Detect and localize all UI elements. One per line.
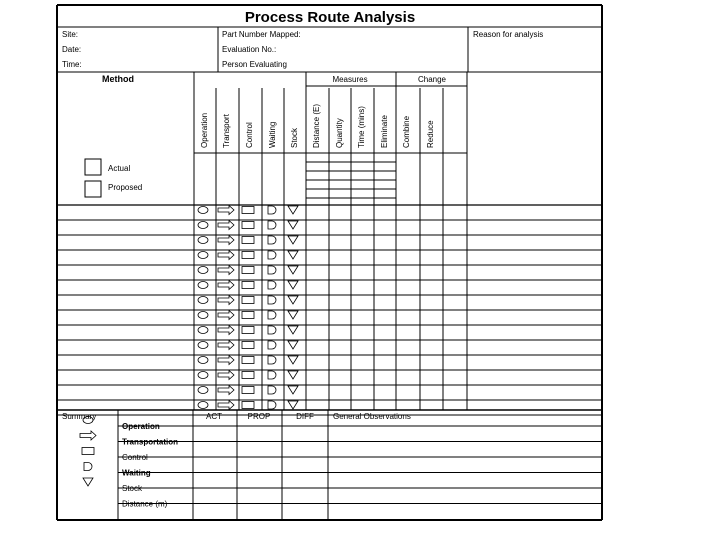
- summary-label: Summary: [62, 412, 97, 421]
- square-icon: [242, 297, 254, 304]
- d-icon: [84, 463, 92, 471]
- circle-icon: [198, 297, 208, 304]
- arrow-icon: [218, 281, 234, 290]
- process-step-rows: [198, 206, 298, 410]
- triangle-icon: [288, 356, 298, 364]
- square-icon: [242, 267, 254, 274]
- arrow-icon: [218, 356, 234, 365]
- part-number-label: Part Number Mapped:: [222, 30, 301, 39]
- arrow-icon: [218, 206, 234, 215]
- arrow-icon: [80, 431, 96, 440]
- arrow-icon: [218, 386, 234, 395]
- column-header-transport: Transport: [222, 114, 231, 148]
- summary-row-label: Waiting: [122, 468, 151, 478]
- triangle-icon: [288, 206, 298, 214]
- arrow-icon: [218, 311, 234, 320]
- triangle-icon: [288, 326, 298, 334]
- change-header: Change: [417, 75, 447, 84]
- page-title: Process Route Analysis: [244, 9, 416, 26]
- square-icon: [242, 222, 254, 229]
- triangle-icon: [288, 281, 298, 289]
- column-header-control: Control: [245, 122, 254, 148]
- circle-icon: [198, 222, 208, 229]
- square-icon: [242, 342, 254, 349]
- column-header-operation: Operation: [200, 112, 209, 148]
- square-icon: [242, 282, 254, 289]
- time-label: Time:: [62, 60, 82, 69]
- circle-icon: [198, 252, 208, 259]
- column-header-eliminate: Eliminate: [380, 115, 389, 148]
- circle-icon: [198, 387, 208, 394]
- d-icon: [268, 356, 276, 364]
- circle-icon: [198, 327, 208, 334]
- d-icon: [268, 386, 276, 394]
- triangle-icon: [288, 266, 298, 274]
- d-icon: [268, 341, 276, 349]
- summary-row-label: Operation: [122, 422, 160, 431]
- summary-row-label: Transportation: [122, 437, 179, 447]
- d-icon: [268, 371, 276, 379]
- arrow-icon: [218, 341, 234, 350]
- arrow-icon: [218, 296, 234, 305]
- arrow-icon: [218, 326, 234, 335]
- square-icon: [242, 372, 254, 379]
- square-icon: [82, 448, 94, 455]
- triangle-icon: [288, 221, 298, 229]
- circle-icon: [198, 282, 208, 289]
- column-header-combine: Combine: [402, 115, 411, 148]
- triangle-icon: [288, 371, 298, 379]
- triangle-icon: [83, 478, 93, 486]
- square-icon: [242, 387, 254, 394]
- square-icon: [242, 327, 254, 334]
- act-header: ACT: [206, 412, 222, 421]
- summary-rows: [80, 417, 178, 509]
- column-header-time-mins: Time (mins): [357, 106, 366, 148]
- triangle-icon: [288, 251, 298, 259]
- square-icon: [242, 207, 254, 214]
- evaluation-no-label: Evaluation No.:: [222, 45, 277, 54]
- d-icon: [268, 206, 276, 214]
- summary-row-label: Stock: [122, 484, 143, 493]
- diff-header: DIFF: [296, 412, 314, 421]
- arrow-icon: [218, 221, 234, 230]
- circle-icon: [198, 312, 208, 319]
- prop-header: PROP: [247, 412, 271, 421]
- triangle-icon: [288, 311, 298, 319]
- circle-icon: [198, 342, 208, 349]
- circle-icon: [198, 357, 208, 364]
- d-icon: [268, 266, 276, 274]
- column-header-waiting: Waiting: [268, 121, 277, 148]
- circle-icon: [198, 207, 208, 214]
- method-title: Method: [102, 74, 134, 84]
- proposed-label: Proposed: [108, 183, 143, 192]
- proposed-checkbox[interactable]: [85, 181, 101, 197]
- arrow-icon: [218, 251, 234, 260]
- circle-icon: [198, 372, 208, 379]
- triangle-icon: [288, 386, 298, 394]
- square-icon: [242, 402, 254, 409]
- square-icon: [242, 252, 254, 259]
- summary-row-label: Distance (m): [122, 499, 168, 509]
- d-icon: [268, 236, 276, 244]
- date-label: Date:: [62, 45, 82, 54]
- circle-icon: [198, 402, 208, 409]
- column-header-distance-e: Distance (E): [312, 103, 321, 148]
- circle-icon: [198, 267, 208, 274]
- d-icon: [268, 311, 276, 319]
- triangle-icon: [288, 401, 298, 409]
- measures-header: Measures: [332, 75, 368, 84]
- triangle-icon: [288, 296, 298, 304]
- d-icon: [268, 281, 276, 289]
- arrow-icon: [218, 236, 234, 245]
- triangle-icon: [288, 236, 298, 244]
- actual-checkbox[interactable]: [85, 159, 101, 175]
- d-icon: [268, 251, 276, 259]
- d-icon: [268, 326, 276, 334]
- column-headers: [200, 104, 435, 148]
- arrow-icon: [218, 371, 234, 380]
- square-icon: [242, 312, 254, 319]
- column-header-quantity: Quantity: [335, 118, 344, 148]
- summary-row-label: Control: [122, 453, 148, 462]
- square-icon: [242, 357, 254, 364]
- column-header-stock: Stock: [290, 127, 299, 148]
- site-label: Site:: [62, 30, 79, 39]
- column-header-reduce: Reduce: [426, 120, 435, 148]
- reason-label: Reason for analysis: [473, 30, 544, 39]
- general-observations-label: General Observations: [333, 412, 411, 421]
- d-icon: [268, 401, 276, 409]
- triangle-icon: [288, 341, 298, 349]
- square-icon: [242, 237, 254, 244]
- arrow-icon: [218, 401, 234, 410]
- arrow-icon: [218, 266, 234, 275]
- circle-icon: [198, 237, 208, 244]
- person-evaluating-label: Person Evaluating: [222, 60, 287, 69]
- d-icon: [268, 296, 276, 304]
- actual-label: Actual: [108, 164, 131, 173]
- d-icon: [268, 221, 276, 229]
